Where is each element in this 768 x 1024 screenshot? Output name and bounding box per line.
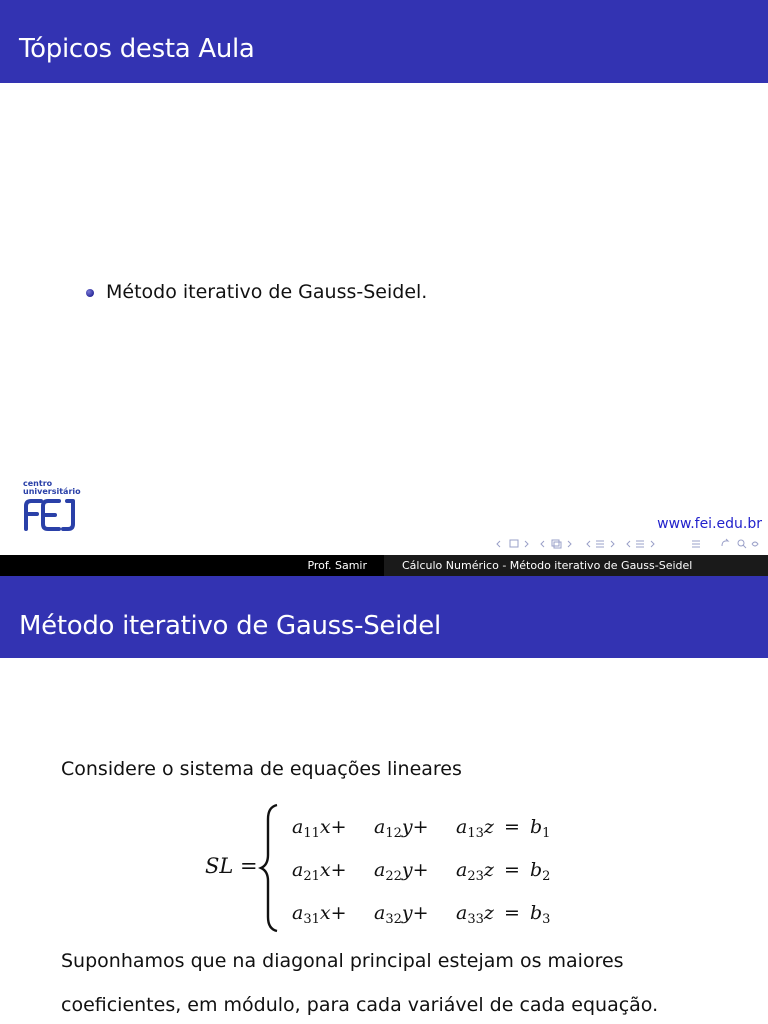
term-rhs-b: b <box>530 816 543 838</box>
term-rhs-b: b <box>530 859 543 881</box>
paragraph-line2: coeficientes, em módulo, para cada variável de cada equação. <box>61 994 659 1016</box>
term-x <box>292 816 347 841</box>
term-y-s2: 32 <box>385 912 402 927</box>
term-y <box>374 816 429 841</box>
term-y-v2: y+ <box>401 816 429 838</box>
left-brace-icon <box>258 803 280 933</box>
system-label-equals: = <box>240 854 258 878</box>
term-equals-eq: = <box>504 902 520 924</box>
term-equals <box>504 859 520 881</box>
term-rhs-bs: 3 <box>542 912 551 927</box>
logo-line1: centro <box>23 479 53 488</box>
term-rhs <box>530 902 550 927</box>
intro-text: Considere o sistema de equações lineares <box>61 758 462 780</box>
term-z-s3: 13 <box>467 826 484 841</box>
logo-line2: universitário <box>23 487 81 496</box>
term-x-c1: a <box>292 816 304 838</box>
paragraph-line1: Suponhamos que na diagonal principal estejam os maiores <box>61 950 624 972</box>
term-z-s3: 23 <box>467 869 484 884</box>
term-z <box>456 902 494 927</box>
term-x <box>292 902 347 927</box>
footer-bar <box>0 555 768 576</box>
term-x-v1: x+ <box>319 816 347 838</box>
beamer-navigation-icons[interactable] <box>496 537 762 551</box>
term-rhs <box>530 859 550 884</box>
term-z-c3: a <box>456 816 468 838</box>
term-x-v1: x+ <box>319 859 347 881</box>
slide-title: Tópicos desta Aula <box>19 34 255 64</box>
fei-logo <box>21 479 81 535</box>
term-y-s2: 12 <box>385 826 402 841</box>
term-y <box>374 902 429 927</box>
term-rhs <box>530 816 550 841</box>
website-link[interactable]: www.fei.edu.br <box>657 516 762 532</box>
term-x-s1: 31 <box>303 912 320 927</box>
term-x-c1: a <box>292 902 304 924</box>
term-rhs-b: b <box>530 902 543 924</box>
term-z <box>456 859 494 884</box>
term-rhs-bs: 1 <box>542 826 551 841</box>
term-x <box>292 859 347 884</box>
footer-author: Prof. Samir <box>0 555 384 576</box>
term-equals <box>504 816 520 838</box>
term-y-c2: a <box>374 859 386 881</box>
term-y <box>374 859 429 884</box>
term-y-s2: 22 <box>385 869 402 884</box>
term-x-v1: x+ <box>319 902 347 924</box>
system-label-name: SL <box>205 854 234 878</box>
slide-title: Método iterativo de Gauss-Seidel <box>19 611 441 641</box>
term-z-v3: z <box>483 902 494 924</box>
term-y-c2: a <box>374 816 386 838</box>
term-equals-eq: = <box>504 816 520 838</box>
footer-course: Cálculo Numérico - Método iterativo de Gauss-Seidel <box>384 555 768 576</box>
term-y-v2: y+ <box>401 859 429 881</box>
term-x-s1: 11 <box>303 826 320 841</box>
bullet-text: Método iterativo de Gauss-Seidel. <box>106 281 428 303</box>
term-x-s1: 21 <box>303 869 320 884</box>
fei-logo-mark-icon <box>21 497 79 533</box>
term-rhs-bs: 2 <box>542 869 551 884</box>
term-equals <box>504 902 520 924</box>
term-z-c3: a <box>456 859 468 881</box>
slide-gauss-seidel <box>0 576 768 1024</box>
title-bar <box>0 576 768 658</box>
system-label <box>205 854 258 878</box>
term-x-c1: a <box>292 859 304 881</box>
term-z-v3: z <box>483 816 494 838</box>
term-equals-eq: = <box>504 859 520 881</box>
term-z-s3: 33 <box>467 912 484 927</box>
term-y-v2: y+ <box>401 902 429 924</box>
term-z-c3: a <box>456 902 468 924</box>
term-z-v3: z <box>483 859 494 881</box>
term-y-c2: a <box>374 902 386 924</box>
title-bar <box>0 0 768 83</box>
term-z <box>456 816 494 841</box>
bullet-icon <box>86 289 94 297</box>
